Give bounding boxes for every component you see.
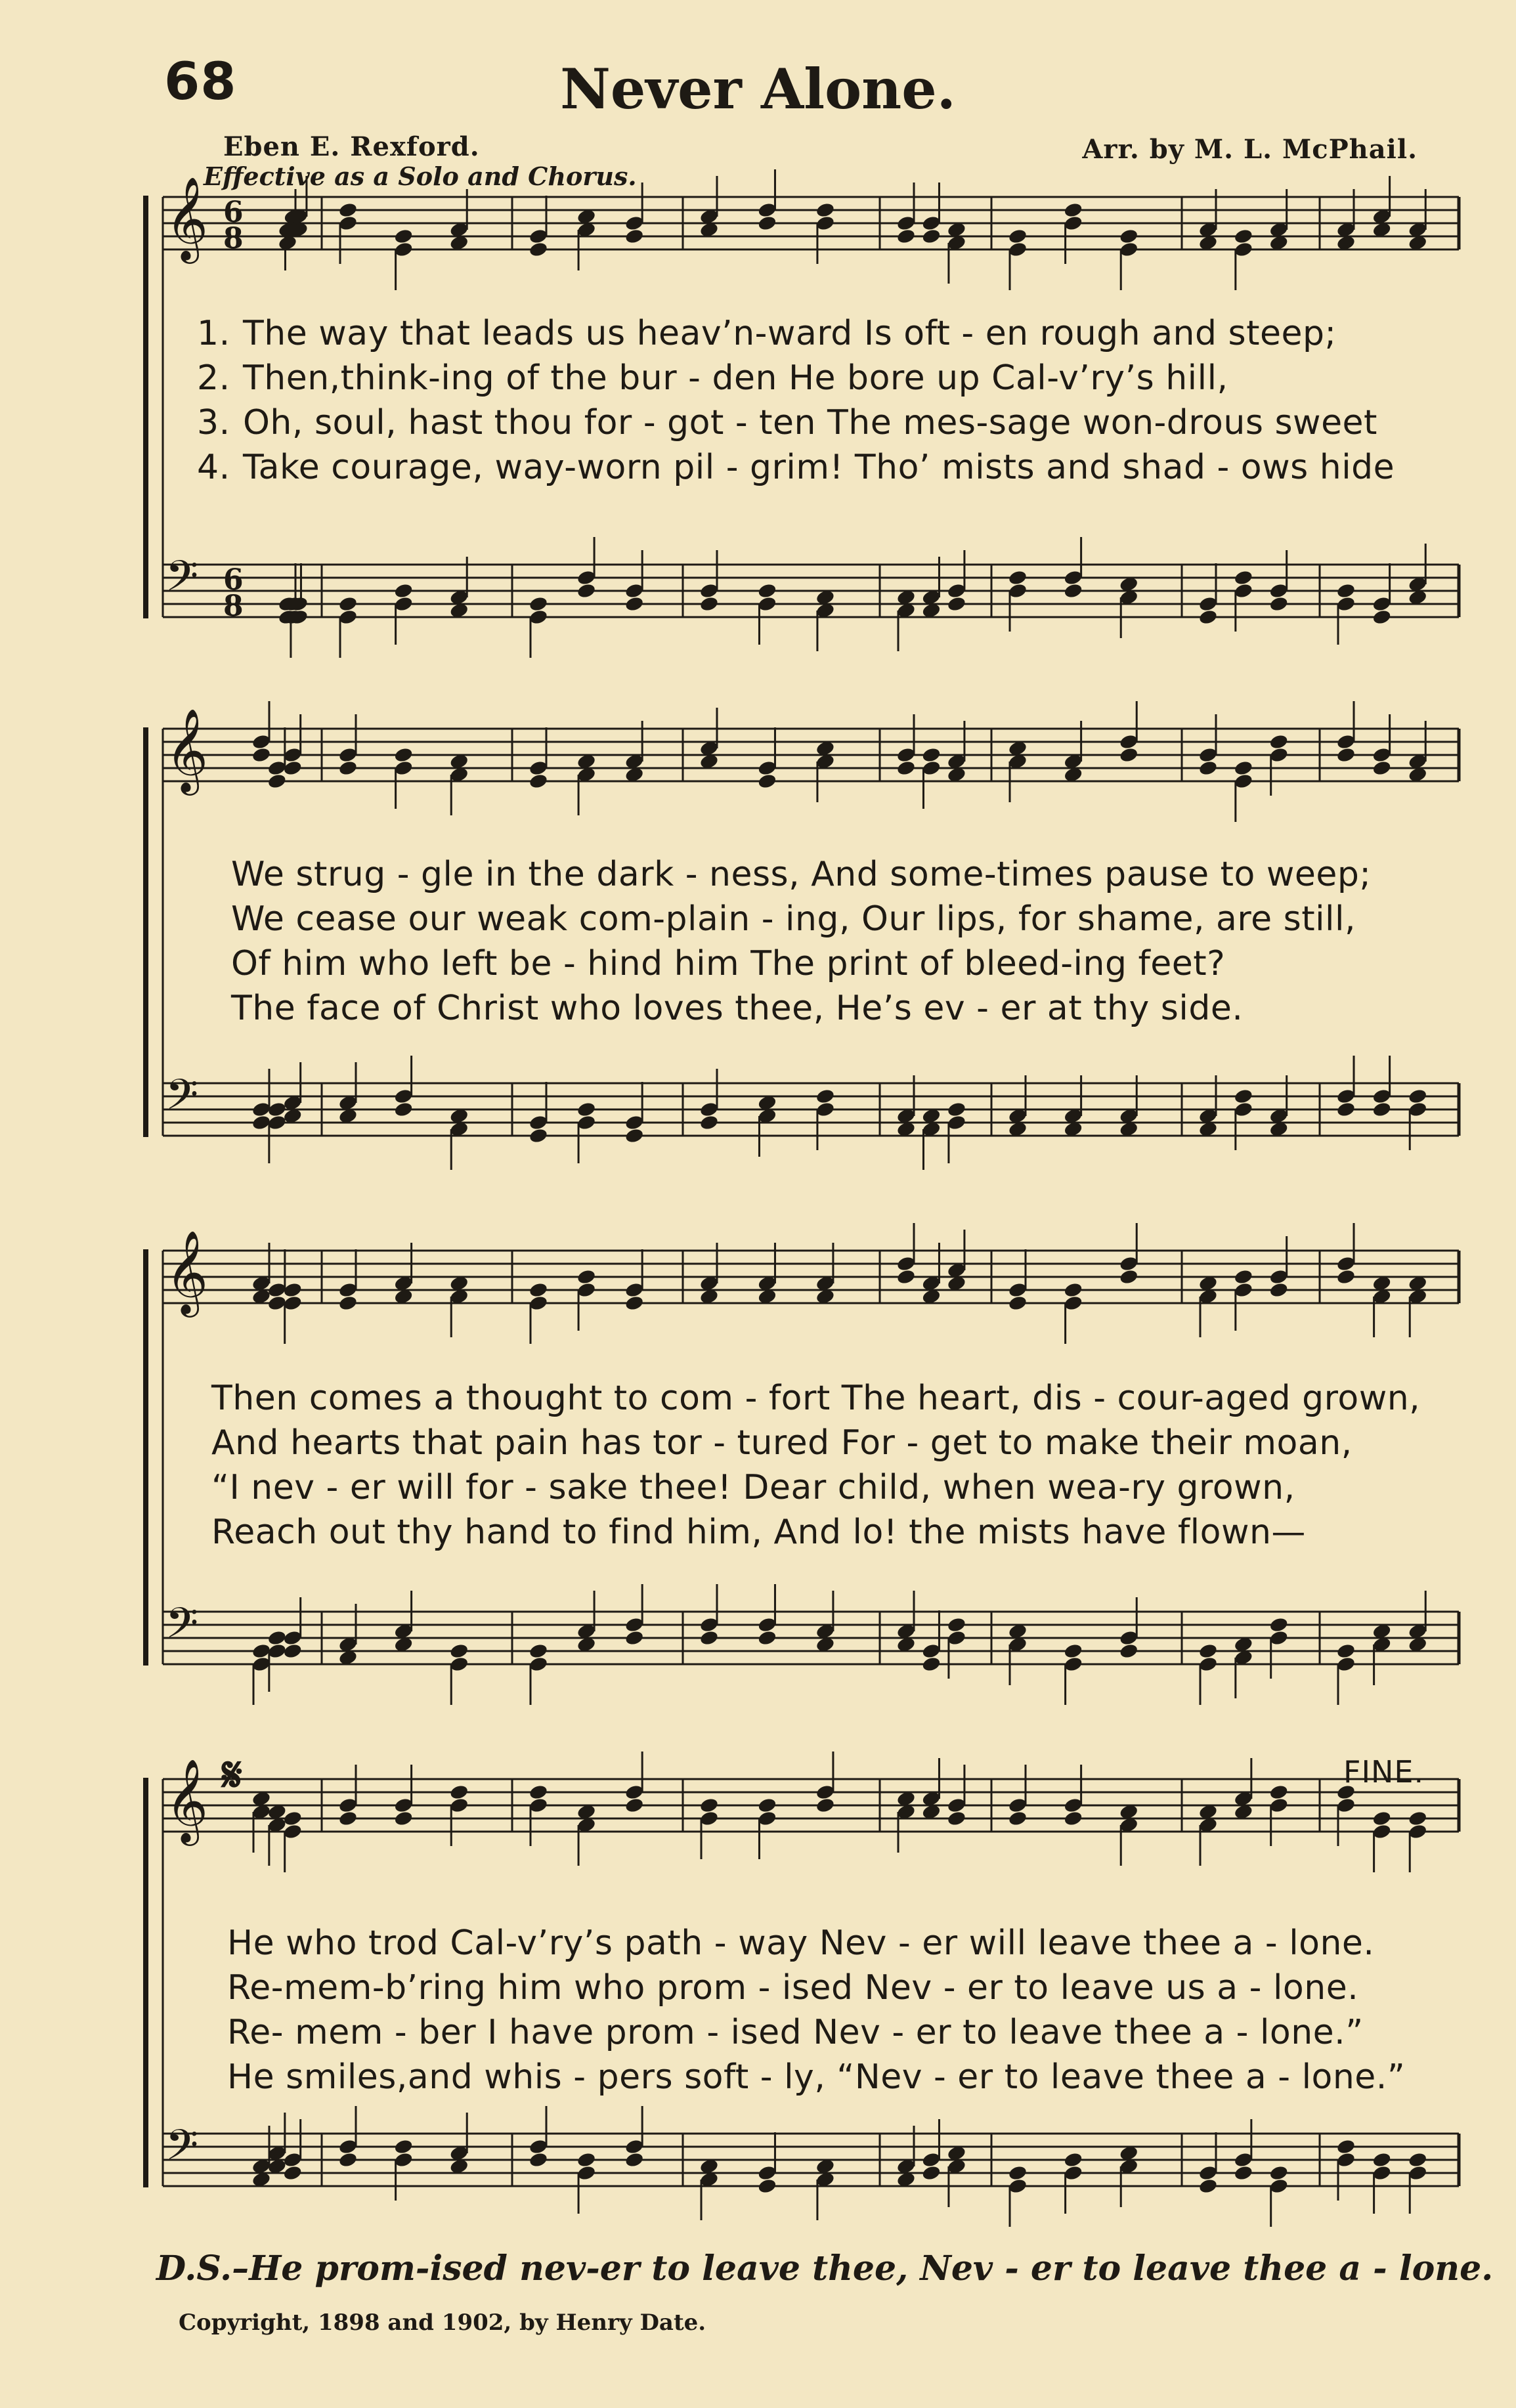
verse-line: 3. Oh, soul, hast thou for - got - ten The mes-sage won-drous sweet — [197, 403, 1377, 442]
notehead — [338, 760, 358, 777]
notehead — [896, 760, 917, 777]
notehead — [1198, 609, 1219, 626]
notehead — [576, 582, 597, 599]
notehead — [1268, 1616, 1289, 1633]
notehead — [1268, 2164, 1289, 2182]
notehead — [1372, 2151, 1392, 2168]
notehead — [267, 1629, 288, 1646]
notehead — [529, 1127, 549, 1144]
notehead — [1063, 1281, 1083, 1299]
notehead — [251, 746, 272, 763]
notehead — [921, 228, 942, 245]
notehead — [1268, 595, 1289, 613]
notehead — [393, 1810, 414, 1827]
verse-line: Re-mem-b’ring him who prom - ised Nev - er to leave us a - lone. — [227, 1968, 1359, 2008]
verse-line: The face of Christ who loves thee, He’s ev - er at thy side. — [231, 989, 1244, 1028]
notehead — [529, 2151, 549, 2168]
bass-clef: 𝄢 — [165, 552, 199, 611]
bass-clef: 𝄢 — [165, 1599, 199, 1658]
notehead — [757, 2178, 777, 2195]
treble-clef: 𝄞 — [165, 176, 209, 260]
notehead — [624, 1797, 645, 1814]
notehead — [393, 1101, 414, 1118]
performance-note: Effective as a Solo and Chorus. — [204, 161, 637, 191]
notehead — [529, 1281, 549, 1299]
notehead — [1372, 760, 1392, 777]
verse-line: We strug - gle in the dark - ness, And some-times pause to weep; — [231, 855, 1372, 894]
notehead — [757, 1797, 777, 1814]
notehead — [815, 1088, 836, 1105]
notehead — [1336, 582, 1356, 599]
notehead — [449, 1784, 469, 1801]
bass-clef: 𝄢 — [165, 1071, 199, 1130]
notehead — [529, 1784, 549, 1801]
notehead — [529, 595, 549, 613]
notehead — [393, 582, 414, 599]
notehead — [1408, 1810, 1428, 1827]
notehead — [1119, 1643, 1139, 1660]
notehead — [757, 582, 777, 599]
verse-line: He who trod Cal-v’ry’s path - way Nev - er will leave thee a - lone. — [227, 1924, 1375, 1963]
verse-line: Of him who left be - hind him The print of bleed-ing feet? — [231, 944, 1226, 983]
notehead — [1119, 228, 1139, 245]
notehead — [282, 1643, 303, 1660]
notehead — [921, 746, 942, 763]
notehead — [1268, 1784, 1289, 1801]
notehead — [757, 215, 777, 232]
notehead — [1408, 1088, 1428, 1105]
time-signature-top: 6 — [223, 563, 244, 597]
notehead — [529, 773, 549, 790]
notehead — [1008, 569, 1028, 586]
notehead — [1008, 228, 1028, 245]
notehead — [1336, 2138, 1356, 2155]
notehead — [1008, 1810, 1028, 1827]
verse-line: He smiles,and whis - pers soft - ly, “Nev - er to leave thee a - lone.” — [227, 2057, 1406, 2097]
notehead — [338, 202, 358, 219]
notehead — [1336, 1101, 1356, 1118]
notehead — [1008, 2164, 1028, 2182]
notehead — [529, 1643, 549, 1660]
verse-line: Then comes a thought to com - fort The heart, dis - cour-aged grown, — [211, 1379, 1421, 1418]
notehead — [1008, 1295, 1028, 1312]
notehead — [947, 1616, 967, 1633]
notehead — [282, 1810, 303, 1827]
notehead — [815, 1797, 836, 1814]
time-signature-bottom: 8 — [223, 222, 244, 255]
notehead — [1372, 1810, 1392, 1827]
notehead — [624, 1629, 645, 1646]
dal-segno-note: D.S.–He prom-ised nev-er to leave thee, Nev - er to leave thee a - lone. — [156, 2248, 1494, 2289]
notehead — [757, 1629, 777, 1646]
notehead — [921, 2164, 942, 2182]
notehead — [624, 1127, 645, 1144]
notehead — [267, 773, 288, 790]
notehead — [699, 1797, 720, 1814]
notehead — [393, 746, 414, 763]
notehead — [1234, 569, 1254, 586]
notehead — [1119, 1268, 1139, 1285]
verse-line: 2. Then,think-ing of the bur - den He bore up Cal-v’ry’s hill, — [197, 358, 1228, 398]
notehead — [947, 595, 967, 613]
notehead — [921, 1656, 942, 1673]
time-signature-bottom: 8 — [223, 590, 244, 623]
notehead — [699, 1629, 720, 1646]
notehead — [1372, 609, 1392, 626]
notehead — [624, 2151, 645, 2168]
notehead — [1372, 1101, 1392, 1118]
segno-sign: 𝄋 — [222, 1746, 242, 1802]
notehead — [757, 773, 777, 790]
notehead — [338, 1295, 358, 1312]
notehead — [947, 1810, 967, 1827]
time-signature-top: 6 — [223, 196, 244, 229]
notehead — [1268, 1281, 1289, 1299]
verse-line: Reach out thy hand to find him, And lo! the mists have flown— — [211, 1513, 1306, 1552]
notehead — [529, 241, 549, 258]
notehead — [1336, 746, 1356, 763]
copyright-notice: Copyright, 1898 and 1902, by Henry Date. — [179, 2310, 706, 2336]
notehead — [815, 202, 836, 219]
notehead — [1336, 1268, 1356, 1285]
notehead — [1268, 733, 1289, 750]
author-credit: Eben E. Rexford. — [223, 131, 480, 162]
notehead — [576, 1101, 597, 1118]
notehead — [947, 1101, 967, 1118]
notehead — [1119, 746, 1139, 763]
treble-clef: 𝄞 — [165, 708, 209, 792]
notehead — [624, 228, 645, 245]
notehead — [699, 595, 720, 613]
verse-line: Re- mem - ber I have prom - ised Nev - er to leave thee a - lone.” — [227, 2013, 1364, 2052]
notehead — [1234, 1088, 1254, 1105]
verse-line: 1. The way that leads us heav’n-ward Is oft - en rough and steep; — [197, 314, 1337, 353]
notehead — [1234, 1268, 1254, 1285]
notehead — [1408, 2151, 1428, 2168]
notehead — [896, 228, 917, 245]
notehead — [1063, 202, 1083, 219]
notehead — [624, 595, 645, 613]
notehead — [393, 2138, 414, 2155]
notehead — [896, 1268, 917, 1285]
hymn-title: Never Alone. — [560, 56, 956, 121]
notehead — [338, 2151, 358, 2168]
notehead — [1198, 2178, 1219, 2195]
notehead — [1063, 1643, 1083, 1660]
notehead — [393, 228, 414, 245]
notehead — [449, 1643, 469, 1660]
notehead — [576, 1268, 597, 1285]
music-system-3 — [0, 1230, 1516, 1697]
notehead — [1234, 2164, 1254, 2182]
notehead — [699, 1114, 720, 1131]
notehead — [1198, 1643, 1219, 1660]
notehead — [1063, 1810, 1083, 1827]
notehead — [338, 1810, 358, 1827]
notehead — [1234, 228, 1254, 245]
notehead — [1063, 2151, 1083, 2168]
fine-marking: FINE. — [1343, 1754, 1425, 1790]
arranger-credit: Arr. by M. L. McPhail. — [1082, 134, 1418, 165]
treble-clef: 𝄞 — [165, 1230, 209, 1314]
notehead — [1336, 1643, 1356, 1660]
notehead — [576, 2151, 597, 2168]
verse-line: And hearts that pain has tor - tured For - get to make their moan, — [211, 1423, 1353, 1463]
notehead — [1198, 760, 1219, 777]
bass-clef: 𝄢 — [165, 2121, 199, 2180]
page-number: 68 — [164, 53, 237, 112]
notehead — [1063, 582, 1083, 599]
treble-clef: 𝄞 — [165, 1758, 209, 1842]
verse-line: We cease our weak com-plain - ing, Our lips, for shame, are still, — [231, 899, 1356, 939]
verse-line: 4. Take courage, way-worn pil - grim! Tho’ mists and shad - ows hide — [197, 448, 1395, 487]
verse-line: “I nev - er will for - sake thee! Dear child, when wea-ry grown, — [211, 1468, 1295, 1507]
notehead — [624, 1295, 645, 1312]
notehead — [1234, 760, 1254, 777]
notehead — [282, 2164, 303, 2182]
notehead — [338, 595, 358, 613]
